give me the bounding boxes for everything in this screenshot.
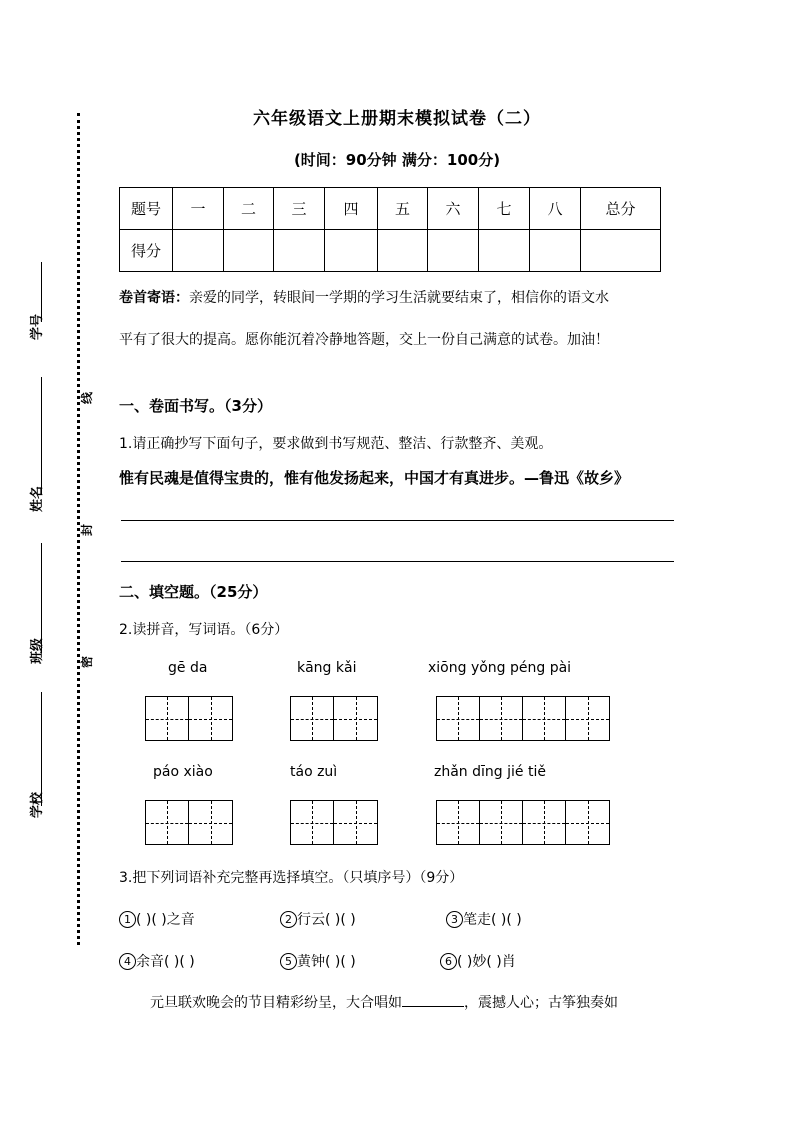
score-header-cell: 五 <box>378 188 428 230</box>
score-header-cell: 三 <box>274 188 325 230</box>
intro-line-1 <box>119 287 609 307</box>
student-id-label: 学号 <box>30 313 45 340</box>
score-header-cell: 六 <box>428 188 479 230</box>
writing-cell[interactable] <box>523 801 566 844</box>
idiom-text: 笔走( )( ) <box>463 912 522 928</box>
writing-line-1[interactable] <box>121 520 674 521</box>
idiom-text: 余音( )( ) <box>136 954 195 970</box>
copy-sentence: 惟有民魂是值得宝贵的，惟有他发扬起来，中国才有真进步。—鲁迅《故乡》 <box>119 469 630 487</box>
idiom-text: 黄钟( )( ) <box>297 954 356 970</box>
score-table <box>119 187 661 272</box>
writing-cell[interactable] <box>189 801 232 844</box>
name-label: 姓名 <box>30 485 45 512</box>
writing-grid[interactable] <box>145 800 233 845</box>
idiom-text: 行云( )( ) <box>297 912 356 928</box>
intro-text-1: 亲爱的同学，转眼间一学期的学习生活就要结束了，相信你的语文水 <box>189 290 609 306</box>
writing-cell[interactable] <box>523 697 566 740</box>
fill-paragraph <box>150 992 618 1012</box>
score-cell[interactable] <box>428 230 479 272</box>
writing-cell[interactable] <box>334 697 377 740</box>
score-cell[interactable] <box>325 230 378 272</box>
idiom-text: ( )( )之音 <box>136 912 195 928</box>
score-header-cell: 总分 <box>581 188 661 230</box>
writing-grid[interactable] <box>145 696 233 741</box>
item-number: 4 <box>119 953 136 970</box>
score-header-cell: 四 <box>325 188 378 230</box>
paragraph-part-b: ，震撼人心；古筝独奏如 <box>464 995 618 1011</box>
score-cell[interactable] <box>530 230 581 272</box>
writing-cell[interactable] <box>291 801 334 844</box>
writing-cell[interactable] <box>437 801 480 844</box>
score-header-cell: 一 <box>173 188 224 230</box>
question-3: 3.把下列词语补充完整再选择填空。（只填序号）（9分） <box>119 870 464 886</box>
writing-cell[interactable] <box>480 697 523 740</box>
pinyin-label: zhǎn dīng jié tiě <box>434 764 546 780</box>
writing-cell[interactable] <box>146 801 189 844</box>
pinyin-label: xiōng yǒng péng pài <box>428 660 572 676</box>
score-cell[interactable] <box>173 230 224 272</box>
score-table-header-row <box>120 188 661 230</box>
item-number: 1 <box>119 911 136 928</box>
score-cell[interactable] <box>274 230 325 272</box>
item-number: 5 <box>280 953 297 970</box>
name-line <box>41 377 42 495</box>
question-1: 1.请正确抄写下面句子，要求做到书写规范、整洁、行款整齐、美观。 <box>119 436 553 452</box>
idiom-item-5 <box>280 951 356 971</box>
class-line <box>41 543 42 653</box>
writing-cell[interactable] <box>291 697 334 740</box>
writing-grid[interactable] <box>436 696 610 741</box>
score-header-cell: 二 <box>224 188 274 230</box>
writing-cell[interactable] <box>566 697 609 740</box>
pinyin-label: páo xiào <box>153 764 213 780</box>
idiom-text: ( )妙( )肖 <box>457 954 516 970</box>
idiom-item-6 <box>440 951 516 971</box>
idiom-item-4 <box>119 951 195 971</box>
score-header-cell: 题号 <box>120 188 173 230</box>
school-line <box>41 692 42 806</box>
school-label: 学校 <box>30 791 45 818</box>
question-2: 2.读拼音，写词语。（6分） <box>119 622 289 638</box>
writing-grid[interactable] <box>290 696 378 741</box>
writing-cell[interactable] <box>480 801 523 844</box>
cut-mark-feng: 封 <box>80 523 94 536</box>
intro-line-2: 平有了很大的提高。愿你能沉着冷静地答题，交上一份自己满意的试卷。加油！ <box>119 332 609 348</box>
writing-line-2[interactable] <box>121 561 674 562</box>
pinyin-label: kāng kǎi <box>297 660 357 676</box>
item-number: 3 <box>446 911 463 928</box>
paragraph-part-a: 元旦联欢晚会的节目精彩纷呈，大合唱如 <box>150 995 402 1011</box>
score-cell[interactable] <box>378 230 428 272</box>
exam-subtitle: (时间：90分钟 满分：100分) <box>293 151 501 169</box>
score-header-cell: 八 <box>530 188 581 230</box>
writing-cell[interactable] <box>146 697 189 740</box>
pinyin-label: táo zuì <box>290 764 338 780</box>
fill-blank[interactable] <box>402 1006 464 1007</box>
score-row-label: 得分 <box>120 230 173 272</box>
score-table-score-row <box>120 230 661 272</box>
score-cell[interactable] <box>581 230 661 272</box>
score-cell[interactable] <box>224 230 274 272</box>
cut-mark-xian: 线 <box>80 391 94 404</box>
item-number: 6 <box>440 953 457 970</box>
class-label: 班级 <box>30 637 45 664</box>
writing-cell[interactable] <box>189 697 232 740</box>
writing-grid[interactable] <box>290 800 378 845</box>
score-cell[interactable] <box>479 230 530 272</box>
writing-cell[interactable] <box>334 801 377 844</box>
idiom-item-2 <box>280 909 356 929</box>
score-header-cell: 七 <box>479 188 530 230</box>
writing-grid[interactable] <box>436 800 610 845</box>
writing-cell[interactable] <box>566 801 609 844</box>
cut-mark-mi: 密 <box>80 655 94 668</box>
section-1-heading: 一、卷面书写。（3分） <box>119 397 272 415</box>
pinyin-label: gē da <box>168 660 208 676</box>
page-title: 六年级语文上册期末模拟试卷（二） <box>253 109 541 129</box>
idiom-item-3 <box>446 909 522 929</box>
intro-label: 卷首寄语： <box>119 290 189 306</box>
item-number: 2 <box>280 911 297 928</box>
section-2-heading: 二、填空题。（25分） <box>119 583 268 601</box>
idiom-item-1 <box>119 909 195 929</box>
writing-cell[interactable] <box>437 697 480 740</box>
